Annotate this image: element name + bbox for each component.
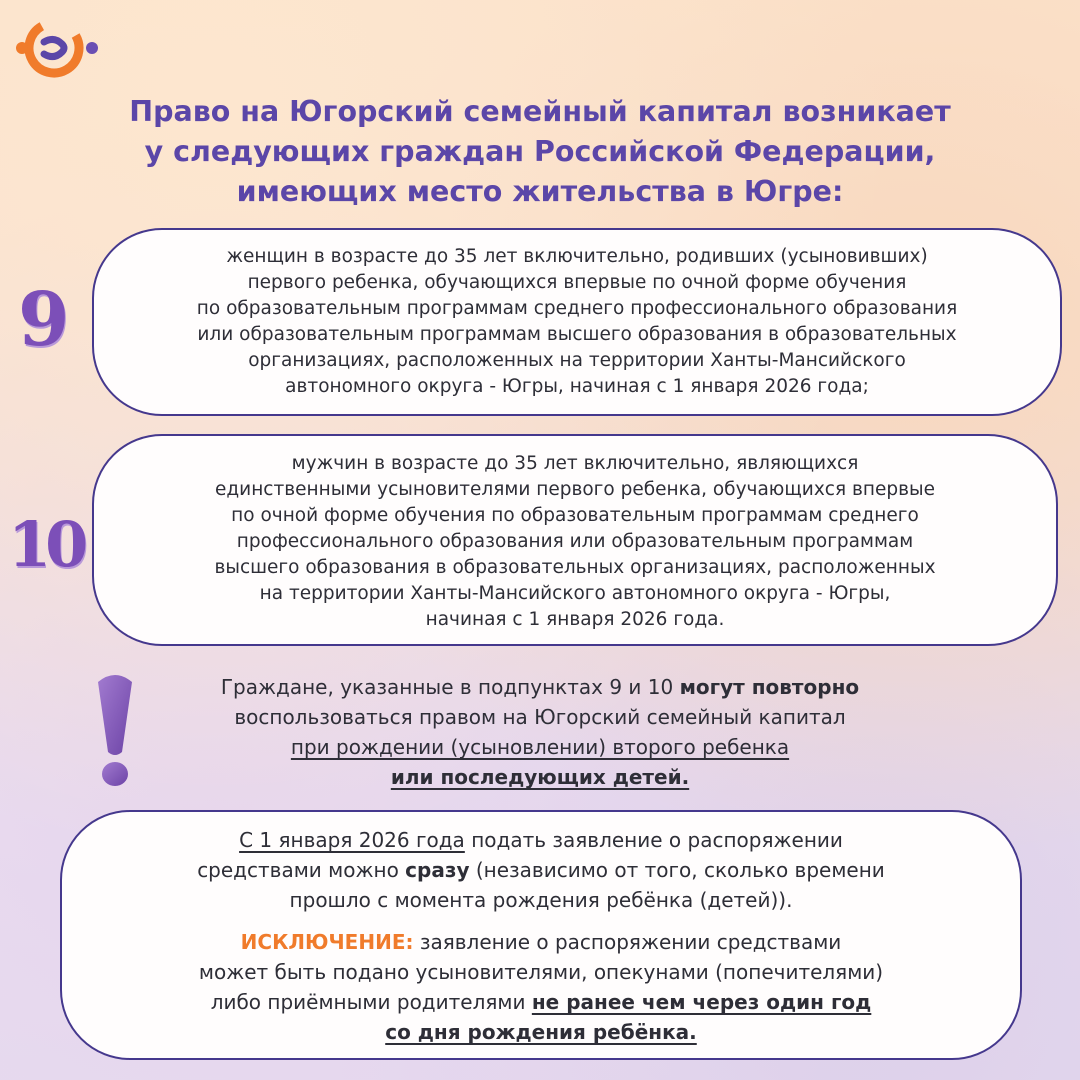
item-9-line: организациях, расположенных на территории Ханты-Мансийского [248, 350, 906, 371]
item-10-line: профессионального образования или образовательным программам [236, 531, 914, 552]
item-9-line: автономного округа - Югры, начиная с 1 января 2026 года; [285, 376, 869, 397]
page-title [60, 92, 1020, 212]
item-10-line: начиная с 1 января 2026 года. [425, 609, 725, 630]
item-10-line: по очной форме обучения по образовательным программам среднего [231, 505, 919, 526]
logo-icon [8, 8, 98, 78]
title-line: имеющих место жительства в Югре: [236, 175, 844, 208]
item-10-line: мужчин в возрасте до 35 лет включительно, являющихся [291, 453, 859, 474]
repeat-right-note [150, 672, 930, 792]
note-line: воспользоваться правом на Югорский семейный капитал [234, 705, 846, 729]
note-line: Граждане, указанные в подпунктах 9 и 10 могут повторно [220, 675, 860, 699]
exception-label: ИСКЛЮЧЕНИЕ: [240, 930, 414, 954]
item-10-number: 10 [8, 508, 83, 581]
exception-line: ИСКЛЮЧЕНИЕ: заявление о распоряжении средствами [240, 930, 842, 954]
item-10-card [92, 434, 1058, 646]
item-9-line: или образовательным программам высшего образования в образовательных [197, 324, 957, 345]
item-9-line: женщин в возрасте до 35 лет включительно, родивших (усыновивших) [226, 246, 928, 267]
item-10-line: высшего образования в образовательных организациях, расположенных [214, 557, 936, 578]
info-line: средствами можно сразу (независимо от того, сколько времени [197, 858, 885, 882]
item-9-line: по образовательным программам среднего профессионального образования [196, 298, 958, 319]
exception-line: либо приёмными родителями не ранее чем через один год [210, 990, 872, 1014]
info-line: прошло с момента рождения ребёнка (детей)). [289, 888, 793, 912]
application-info-card [60, 810, 1022, 1060]
item-9-card [92, 228, 1062, 416]
note-line: или последующих детей. [390, 765, 690, 789]
item-10-line: на территории Ханты-Мансийского автономного округа - Югры, [259, 583, 891, 604]
title-line: Право на Югорский семейный капитал возникает [129, 95, 951, 128]
exception-line: со дня рождения ребёнка. [385, 1020, 697, 1044]
title-line: у следующих граждан Российской Федерации, [144, 135, 936, 168]
item-9-line: первого ребенка, обучающихся впервые по очной форме обучения [247, 272, 907, 293]
exclamation-icon [90, 672, 140, 790]
exception-line: может быть подано усыновителями, опекунами (попечителями) [198, 960, 884, 984]
item-9-number: 9 [18, 277, 70, 363]
item-10-line: единственными усыновителями первого ребенка, обучающихся впервые [215, 479, 935, 500]
info-line: С 1 января 2026 года подать заявление о распоряжении [239, 828, 843, 852]
note-line: при рождении (усыновлении) второго ребенка [290, 735, 790, 759]
